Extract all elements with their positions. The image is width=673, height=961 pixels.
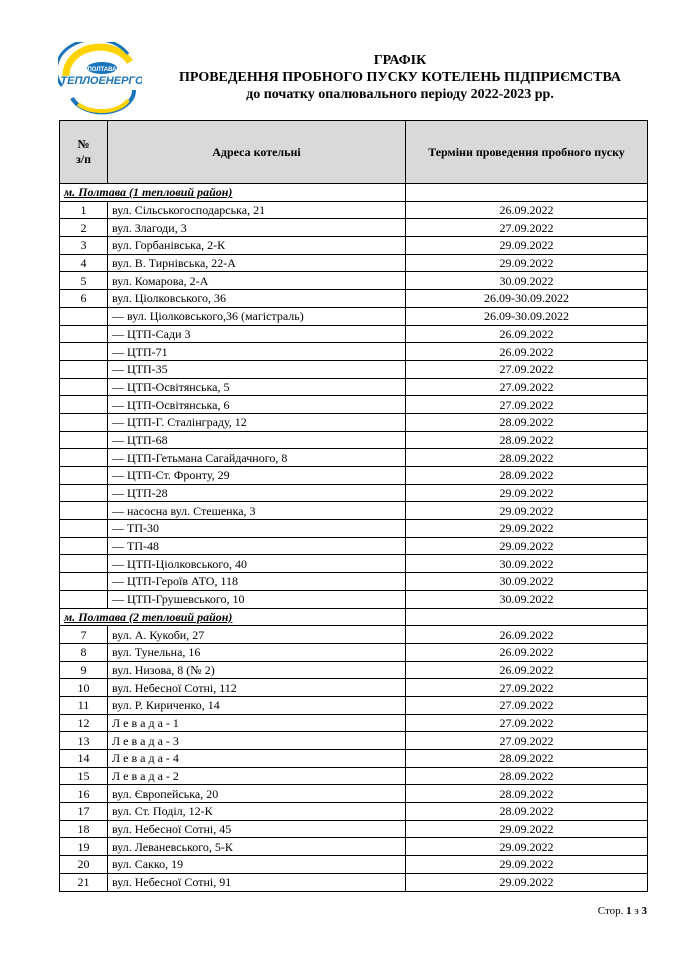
title-line-2: ПРОВЕДЕННЯ ПРОБНОГО ПУСКУ КОТЕЛЕНЬ ПІДПРИЄМСТВА [178, 70, 622, 85]
table-row [60, 767, 648, 785]
row-address: вул. Сакко, 19 [108, 856, 406, 874]
table-row [60, 750, 648, 768]
row-date: 26.09.2022 [406, 643, 648, 661]
table-row [60, 467, 648, 485]
row-number: 1 [60, 201, 108, 219]
table-row [60, 714, 648, 732]
row-date: 28.09.2022 [406, 449, 648, 467]
row-number [60, 449, 108, 467]
table-row [60, 520, 648, 538]
row-number [60, 537, 108, 555]
row-address: Л е в а д а - 3 [108, 732, 406, 750]
row-number: 20 [60, 856, 108, 874]
row-address: — ЦТП-Освітянська, 5 [108, 378, 406, 396]
table-row [60, 325, 648, 343]
row-date: 29.09.2022 [406, 237, 648, 255]
table-row [60, 484, 648, 502]
table-row [60, 732, 648, 750]
district-row [60, 608, 648, 626]
table-row [60, 626, 648, 644]
row-number [60, 573, 108, 591]
table-row [60, 820, 648, 838]
footer-sep: з [634, 905, 639, 917]
row-date: 26.09-30.09.2022 [406, 290, 648, 308]
row-address: — ЦТП-71 [108, 343, 406, 361]
table-row [60, 803, 648, 821]
row-address: вул. А. Кукоби, 27 [108, 626, 406, 644]
row-address: — ЦТП-Героїв АТО, 118 [108, 573, 406, 591]
row-date: 27.09.2022 [406, 714, 648, 732]
row-date: 27.09.2022 [406, 396, 648, 414]
row-date: 27.09.2022 [406, 732, 648, 750]
table-row [60, 201, 648, 219]
logo-main-text: ТЕПЛОЕНЕРГО [60, 75, 142, 87]
row-number: 2 [60, 219, 108, 237]
table-row [60, 272, 648, 290]
row-number: 10 [60, 679, 108, 697]
table-row [60, 856, 648, 874]
district-date-empty [406, 184, 648, 202]
table-row [60, 237, 648, 255]
row-number: 3 [60, 237, 108, 255]
footer-prefix: Стор. [597, 905, 624, 917]
table-row [60, 413, 648, 431]
row-date: 26.09.2022 [406, 661, 648, 679]
row-date: 29.09.2022 [406, 838, 648, 856]
table-row [60, 838, 648, 856]
row-number: 17 [60, 803, 108, 821]
row-number: 8 [60, 643, 108, 661]
row-number: 12 [60, 714, 108, 732]
row-number [60, 378, 108, 396]
row-date: 28.09.2022 [406, 803, 648, 821]
row-address: — вул. Ціолковського,36 (магістраль) [108, 307, 406, 325]
row-number [60, 555, 108, 573]
row-date: 29.09.2022 [406, 856, 648, 874]
row-address: — ТП-30 [108, 520, 406, 538]
row-address: — ЦТП-28 [108, 484, 406, 502]
row-address: — ЦТП-Освітянська, 6 [108, 396, 406, 414]
row-number: 5 [60, 272, 108, 290]
title-line-1: ГРАФІК [373, 53, 427, 68]
table-header-row [60, 121, 648, 184]
table-row [60, 219, 648, 237]
row-date: 28.09.2022 [406, 413, 648, 431]
row-date: 26.09-30.09.2022 [406, 307, 648, 325]
row-date: 28.09.2022 [406, 431, 648, 449]
row-address: вул. Леваневського, 5-К [108, 838, 406, 856]
table-row [60, 343, 648, 361]
schedule-table [59, 120, 648, 892]
row-date: 30.09.2022 [406, 590, 648, 608]
row-address: вул. Горбанівська, 2-К [108, 237, 406, 255]
row-number: 11 [60, 696, 108, 714]
row-address: вул. Європейська, 20 [108, 785, 406, 803]
row-address: — ЦТП-Гетьмана Сагайдачного, 8 [108, 449, 406, 467]
row-date: 27.09.2022 [406, 360, 648, 378]
row-address: вул. Тунельна, 16 [108, 643, 406, 661]
row-number [60, 307, 108, 325]
row-date: 26.09.2022 [406, 325, 648, 343]
row-address: — ЦТП-Ціолковського, 40 [108, 555, 406, 573]
row-date: 30.09.2022 [406, 272, 648, 290]
table-row [60, 396, 648, 414]
row-number: 15 [60, 767, 108, 785]
row-number [60, 413, 108, 431]
district-row [60, 184, 648, 202]
table-row [60, 378, 648, 396]
row-date: 29.09.2022 [406, 820, 648, 838]
header-dates: Терміни проведення пробного пуску [406, 121, 648, 184]
row-date: 27.09.2022 [406, 378, 648, 396]
row-address: — ЦТП-Сади 3 [108, 325, 406, 343]
table-row [60, 643, 648, 661]
row-address: Л е в а д а - 4 [108, 750, 406, 768]
table-row [60, 573, 648, 591]
company-logo [58, 42, 142, 118]
table-row [60, 661, 648, 679]
row-number [60, 360, 108, 378]
row-number: 9 [60, 661, 108, 679]
document-title [150, 52, 650, 103]
row-address: — ЦТП-68 [108, 431, 406, 449]
row-address: — ЦТП-Грушевського, 10 [108, 590, 406, 608]
row-number [60, 343, 108, 361]
row-address: вул. Низова, 8 (№ 2) [108, 661, 406, 679]
logo-emblem-icon [58, 42, 142, 118]
row-address: — ЦТП-35 [108, 360, 406, 378]
title-line-3: до початку опалювального періоду 2022-2023 рр. [246, 87, 554, 102]
table-row [60, 254, 648, 272]
row-number [60, 431, 108, 449]
row-date: 29.09.2022 [406, 520, 648, 538]
row-date: 28.09.2022 [406, 767, 648, 785]
district-date-empty [406, 608, 648, 626]
row-address: вул. Небесної Сотні, 112 [108, 679, 406, 697]
row-date: 29.09.2022 [406, 873, 648, 891]
row-date: 26.09.2022 [406, 626, 648, 644]
table-row [60, 785, 648, 803]
row-date: 29.09.2022 [406, 502, 648, 520]
row-address: вул. Небесної Сотні, 45 [108, 820, 406, 838]
row-number [60, 325, 108, 343]
row-number: 16 [60, 785, 108, 803]
header-address: Адреса котельні [108, 121, 406, 184]
row-address: — ЦТП-Г. Сталінграду, 12 [108, 413, 406, 431]
row-date: 28.09.2022 [406, 467, 648, 485]
row-address: — насосна вул. Стешенка, 3 [108, 502, 406, 520]
table-row [60, 590, 648, 608]
row-date: 29.09.2022 [406, 254, 648, 272]
row-address: вул. Ст. Поділ, 12-К [108, 803, 406, 821]
row-number: 21 [60, 873, 108, 891]
row-date: 26.09.2022 [406, 201, 648, 219]
row-address: Л е в а д а - 2 [108, 767, 406, 785]
row-number: 6 [60, 290, 108, 308]
row-address: вул. Р. Кириченко, 14 [108, 696, 406, 714]
table-row [60, 360, 648, 378]
row-number [60, 467, 108, 485]
row-date: 27.09.2022 [406, 219, 648, 237]
table-row [60, 679, 648, 697]
row-number: 4 [60, 254, 108, 272]
row-address: вул. Злагоди, 3 [108, 219, 406, 237]
table-row [60, 449, 648, 467]
row-address: — ТП-48 [108, 537, 406, 555]
row-date: 29.09.2022 [406, 537, 648, 555]
row-address: вул. В. Тирнівська, 22-А [108, 254, 406, 272]
logo-top-text: ПОЛТАВА [87, 67, 117, 73]
row-address: вул. Небесної Сотні, 91 [108, 873, 406, 891]
row-number [60, 502, 108, 520]
page-footer [598, 905, 647, 917]
row-address: вул. Ціолковського, 36 [108, 290, 406, 308]
footer-page: 1 [626, 905, 632, 917]
table-row [60, 696, 648, 714]
row-number [60, 520, 108, 538]
table-row [60, 290, 648, 308]
row-address: — ЦТП-Ст. Фронту, 29 [108, 467, 406, 485]
row-number: 18 [60, 820, 108, 838]
table-row [60, 502, 648, 520]
row-number: 13 [60, 732, 108, 750]
row-date: 30.09.2022 [406, 555, 648, 573]
district-label: м. Полтава (1 тепловий район) [60, 184, 406, 202]
row-number: 19 [60, 838, 108, 856]
table-row [60, 537, 648, 555]
row-date: 28.09.2022 [406, 785, 648, 803]
header-number: № з/п [60, 121, 108, 184]
table-row [60, 431, 648, 449]
row-date: 28.09.2022 [406, 750, 648, 768]
row-address: вул. Комарова, 2-А [108, 272, 406, 290]
district-label: м. Полтава (2 тепловий район) [60, 608, 406, 626]
row-date: 26.09.2022 [406, 343, 648, 361]
row-number [60, 396, 108, 414]
table-row [60, 307, 648, 325]
table-body [60, 184, 648, 892]
table-row [60, 555, 648, 573]
table-row [60, 873, 648, 891]
row-address: вул. Сільськогосподарська, 21 [108, 201, 406, 219]
row-address: Л е в а д а - 1 [108, 714, 406, 732]
row-number: 7 [60, 626, 108, 644]
row-date: 29.09.2022 [406, 484, 648, 502]
row-number [60, 484, 108, 502]
row-number: 14 [60, 750, 108, 768]
row-date: 27.09.2022 [406, 679, 648, 697]
row-date: 30.09.2022 [406, 573, 648, 591]
footer-total: 3 [641, 905, 647, 917]
row-number [60, 590, 108, 608]
row-date: 27.09.2022 [406, 696, 648, 714]
